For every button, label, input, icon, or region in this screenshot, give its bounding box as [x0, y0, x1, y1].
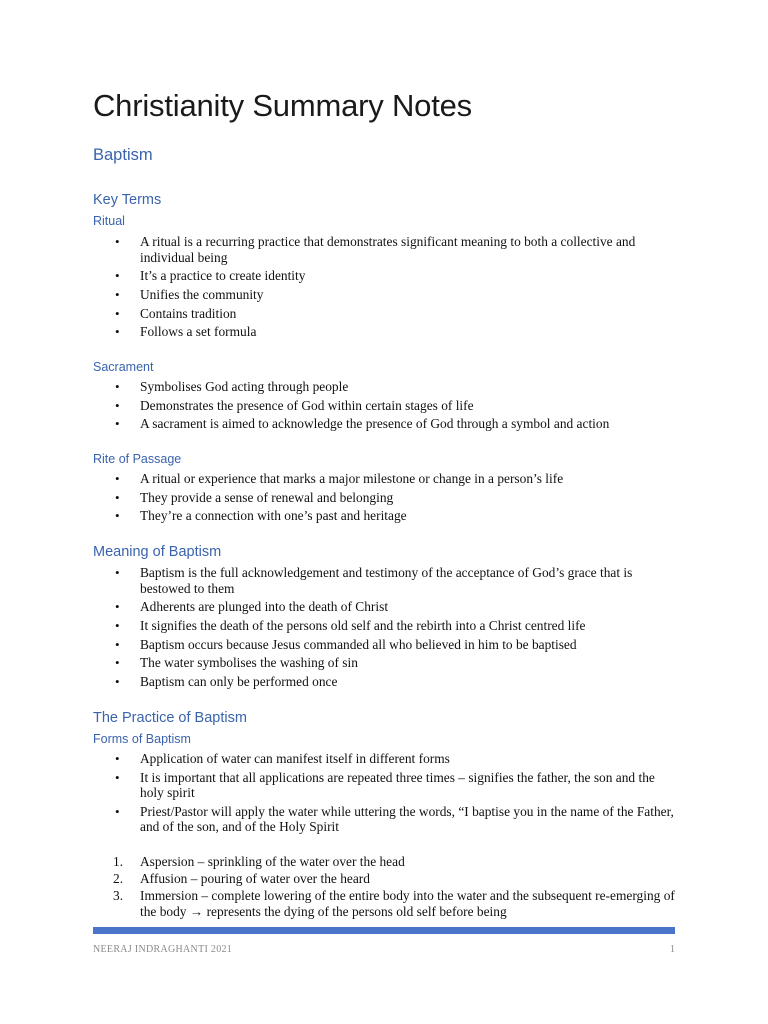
key-terms-heading: Key Terms: [93, 192, 162, 208]
list-item: • Follows a set formula: [93, 324, 675, 340]
list-item: • Baptism is the full acknowledgement and testimony of the acceptance of God’s grace that is bestowed to them: [93, 565, 675, 596]
sacrament-list: [93, 379, 675, 435]
sacrament-heading: Sacrament: [93, 360, 154, 374]
meaning-list: [93, 565, 675, 693]
baptism-heading: Baptism: [93, 146, 153, 164]
list-item: • A ritual or experience that marks a major milestone or change in a person’s life: [93, 471, 675, 487]
practice-of-baptism-heading: The Practice of Baptism: [93, 710, 247, 726]
ritual-list: [93, 234, 675, 343]
item-number: 1.: [113, 854, 124, 869]
list-item: • Application of water can manifest itself in different forms: [93, 751, 675, 767]
forms-of-baptism-heading: Forms of Baptism: [93, 732, 191, 746]
list-item: • It’s a practice to create identity: [93, 268, 675, 284]
numbered-item: [93, 854, 675, 870]
document-title: Christianity Summary Notes: [93, 88, 472, 123]
page-number: 1: [670, 944, 675, 955]
list-item: • Unifies the community: [93, 287, 675, 303]
forms-numbered-list: [93, 854, 675, 921]
list-item: • Priest/Pastor will apply the water while uttering the words, “I baptise you in the name of the Father, and of the son, and of the Holy Spirit: [93, 804, 675, 835]
list-item: • Symbolises God acting through people: [93, 379, 675, 395]
list-item: • A ritual is a recurring practice that demonstrates significant meaning to both a collective and individual being: [93, 234, 675, 265]
list-item: • The water symbolises the washing of sin: [93, 655, 675, 671]
list-item: • It signifies the death of the persons old self and the rebirth into a Christ centred life: [93, 618, 675, 634]
list-item: • A sacrament is aimed to acknowledge the presence of God through a symbol and action: [93, 416, 675, 432]
footer-author: NEERAJ INDRAGHANTI 2021: [93, 944, 233, 955]
list-item: • Baptism occurs because Jesus commanded all who believed in him to be baptised: [93, 637, 675, 653]
list-item: • Baptism can only be performed once: [93, 674, 675, 690]
list-item: • It is important that all applications are repeated three times – signifies the father, the son and the holy spirit: [93, 770, 675, 801]
item-text: Aspersion – sprinkling of the water over the head: [140, 854, 405, 869]
footer-divider: [93, 927, 675, 934]
item-number: 3.: [113, 888, 124, 903]
list-item: • Demonstrates the presence of God within certain stages of life: [93, 398, 675, 414]
list-item: • They provide a sense of renewal and belonging: [93, 490, 675, 506]
item-text: Immersion – complete lowering of the entire body into the water and the subsequent re-emerging of the body → represents the dying of the persons old self before being: [140, 888, 675, 919]
forms-list: [93, 751, 675, 838]
ritual-heading: Ritual: [93, 214, 125, 228]
item-text: Affusion – pouring of water over the heard: [140, 871, 370, 886]
rite-of-passage-heading: Rite of Passage: [93, 452, 182, 466]
numbered-item: [93, 888, 675, 919]
list-item: • Adherents are plunged into the death of Christ: [93, 599, 675, 615]
list-item: • They’re a connection with one’s past and heritage: [93, 508, 675, 524]
numbered-item: [93, 871, 675, 887]
list-item: • Contains tradition: [93, 306, 675, 322]
rite-of-passage-list: [93, 471, 675, 527]
item-number: 2.: [113, 871, 124, 886]
meaning-of-baptism-heading: Meaning of Baptism: [93, 544, 222, 560]
